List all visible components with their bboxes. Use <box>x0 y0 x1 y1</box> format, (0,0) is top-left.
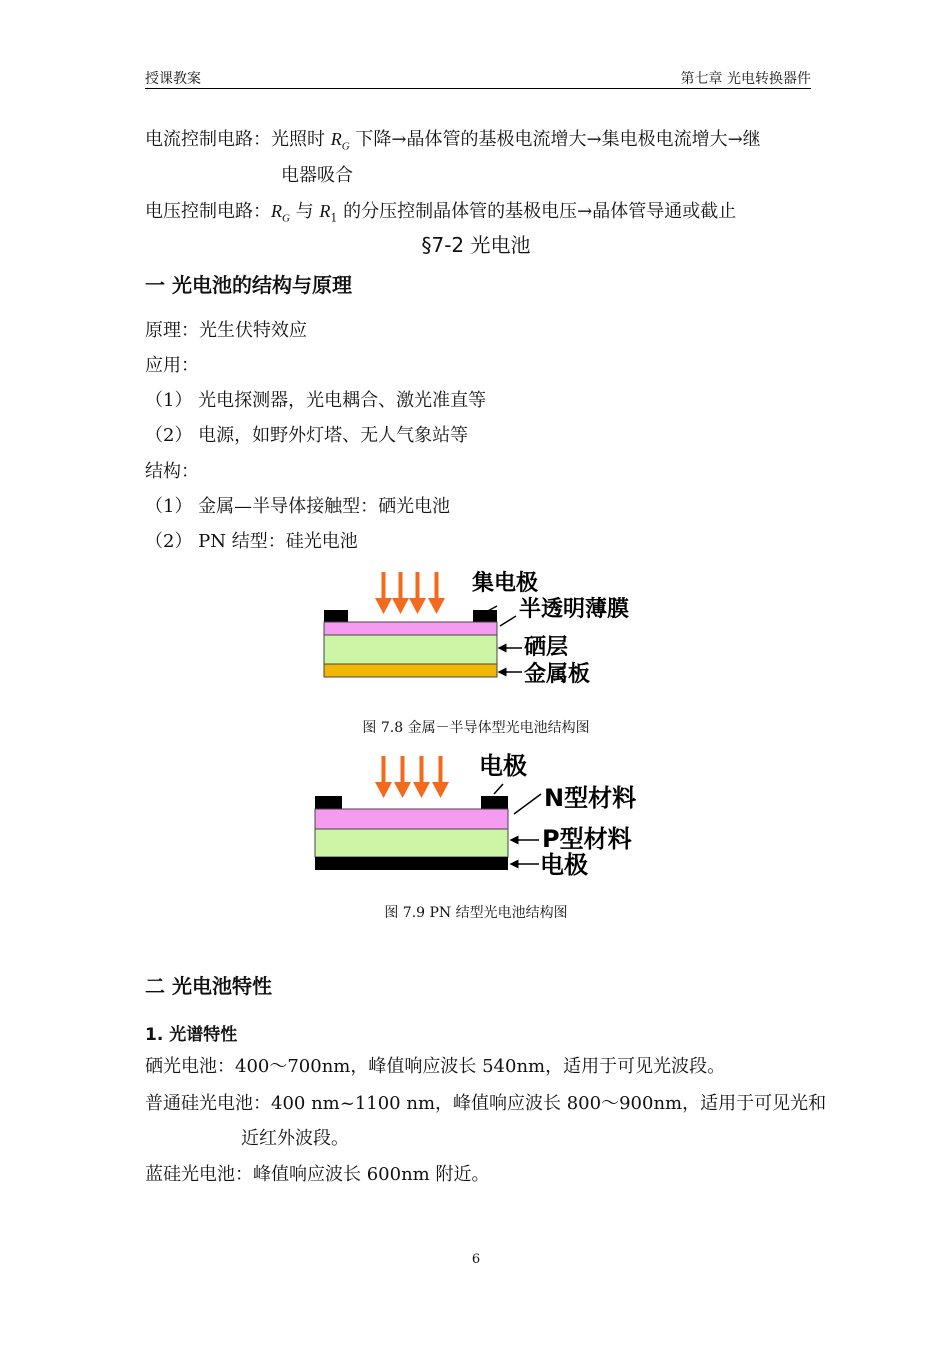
structure-item-1: （1） 金属—半导体接触型：硒光电池 <box>145 496 451 517</box>
label-metal: 金属板 <box>524 662 591 687</box>
label-film: 半透明薄膜 <box>519 597 630 622</box>
selenium-spectrum-line: 硒光电池：400～700nm，峰值响应波长 540nm，适用于可见光波段。 <box>145 1056 726 1077</box>
header-rule <box>145 88 811 89</box>
application-item-1: （1） 光电探测器，光电耦合、激光准直等 <box>145 390 487 411</box>
structure-item-2: （2） PN 结型：硅光电池 <box>145 531 358 552</box>
voltage-control-label: 电压控制电路： <box>145 201 271 222</box>
collector-electrode-right <box>473 610 497 622</box>
header-right: 第七章 光电转换器件 <box>680 71 811 87</box>
header-left: 授课教案 <box>145 71 201 87</box>
light-arrows <box>375 572 445 614</box>
light-arrow-1 <box>375 756 392 798</box>
semi-transparent-film <box>324 622 497 635</box>
n-type-layer <box>315 809 508 829</box>
figure-7-8-caption: 图 7.8 金属－半导体型光电池结构图 <box>362 720 590 736</box>
bottom-electrode <box>315 857 508 870</box>
light-arrow-2 <box>392 572 409 614</box>
part2-heading: 二 光电池特性 <box>145 974 272 998</box>
current-control-line: 电流控制电路：光照时 $R_G$ 下降→晶体管的基极电流增大→集电极电流增大→继 <box>145 129 761 153</box>
current-control-cont: 电器吸合 <box>281 165 353 186</box>
current-control-label: 电流控制电路： <box>145 129 271 150</box>
light-arrow-1 <box>375 572 392 614</box>
section-title: §7-2 光电池 <box>421 233 531 257</box>
p-type-layer <box>315 829 508 857</box>
label-electrode-bottom: 电极 <box>540 851 588 879</box>
light-arrow-4 <box>428 572 445 614</box>
figure-7-9-diagram <box>306 748 651 880</box>
film-pointer <box>500 616 516 626</box>
principle-line: 原理：光生伏特效应 <box>145 320 307 341</box>
silicon-spectrum-line: 普通硅光电池：400 nm~1100 nm，峰值响应波长 800～900nm，适用于可见光和 <box>145 1093 827 1114</box>
voltage-control-line: 电压控制电路：$R_G$ 与 $R_1$ 的分压控制晶体管的基极电压→晶体管导通或截止 <box>145 201 737 225</box>
structure-label: 结构： <box>145 461 199 482</box>
top-electrode-pointer <box>494 784 503 794</box>
label-p-type: P型材料 <box>542 825 632 853</box>
collector-electrode-left <box>324 610 348 622</box>
light-arrow-3 <box>413 756 430 798</box>
figure-7-9-caption: 图 7.9 PN 结型光电池结构图 <box>384 905 568 921</box>
label-electrode-top: 电极 <box>479 752 527 780</box>
application-item-2: （2） 电源，如野外灯塔、无人气象站等 <box>145 425 469 446</box>
n-type-pointer <box>514 794 541 814</box>
light-arrow-4 <box>432 756 449 798</box>
application-label: 应用： <box>145 355 199 376</box>
light-arrow-3 <box>409 572 426 614</box>
top-electrode-left <box>315 796 342 809</box>
top-electrode-right <box>481 796 508 809</box>
spectral-heading: 1. 光谱特性 <box>145 1025 238 1045</box>
figure-7-8-diagram <box>312 562 642 687</box>
label-collector: 集电极 <box>472 571 539 596</box>
label-selenium: 硒层 <box>524 635 569 660</box>
part1-heading: 一 光电池的结构与原理 <box>145 273 352 297</box>
silicon-spectrum-cont: 近红外波段。 <box>241 1128 349 1149</box>
light-arrow-2 <box>394 756 411 798</box>
light-arrows <box>375 756 449 798</box>
page-number: 6 <box>471 1252 481 1267</box>
blue-silicon-line: 蓝硅光电池：峰值响应波长 600nm 附近。 <box>145 1164 490 1185</box>
metal-plate <box>324 664 497 677</box>
label-n-type: N型材料 <box>544 784 637 812</box>
selenium-layer <box>324 635 497 664</box>
